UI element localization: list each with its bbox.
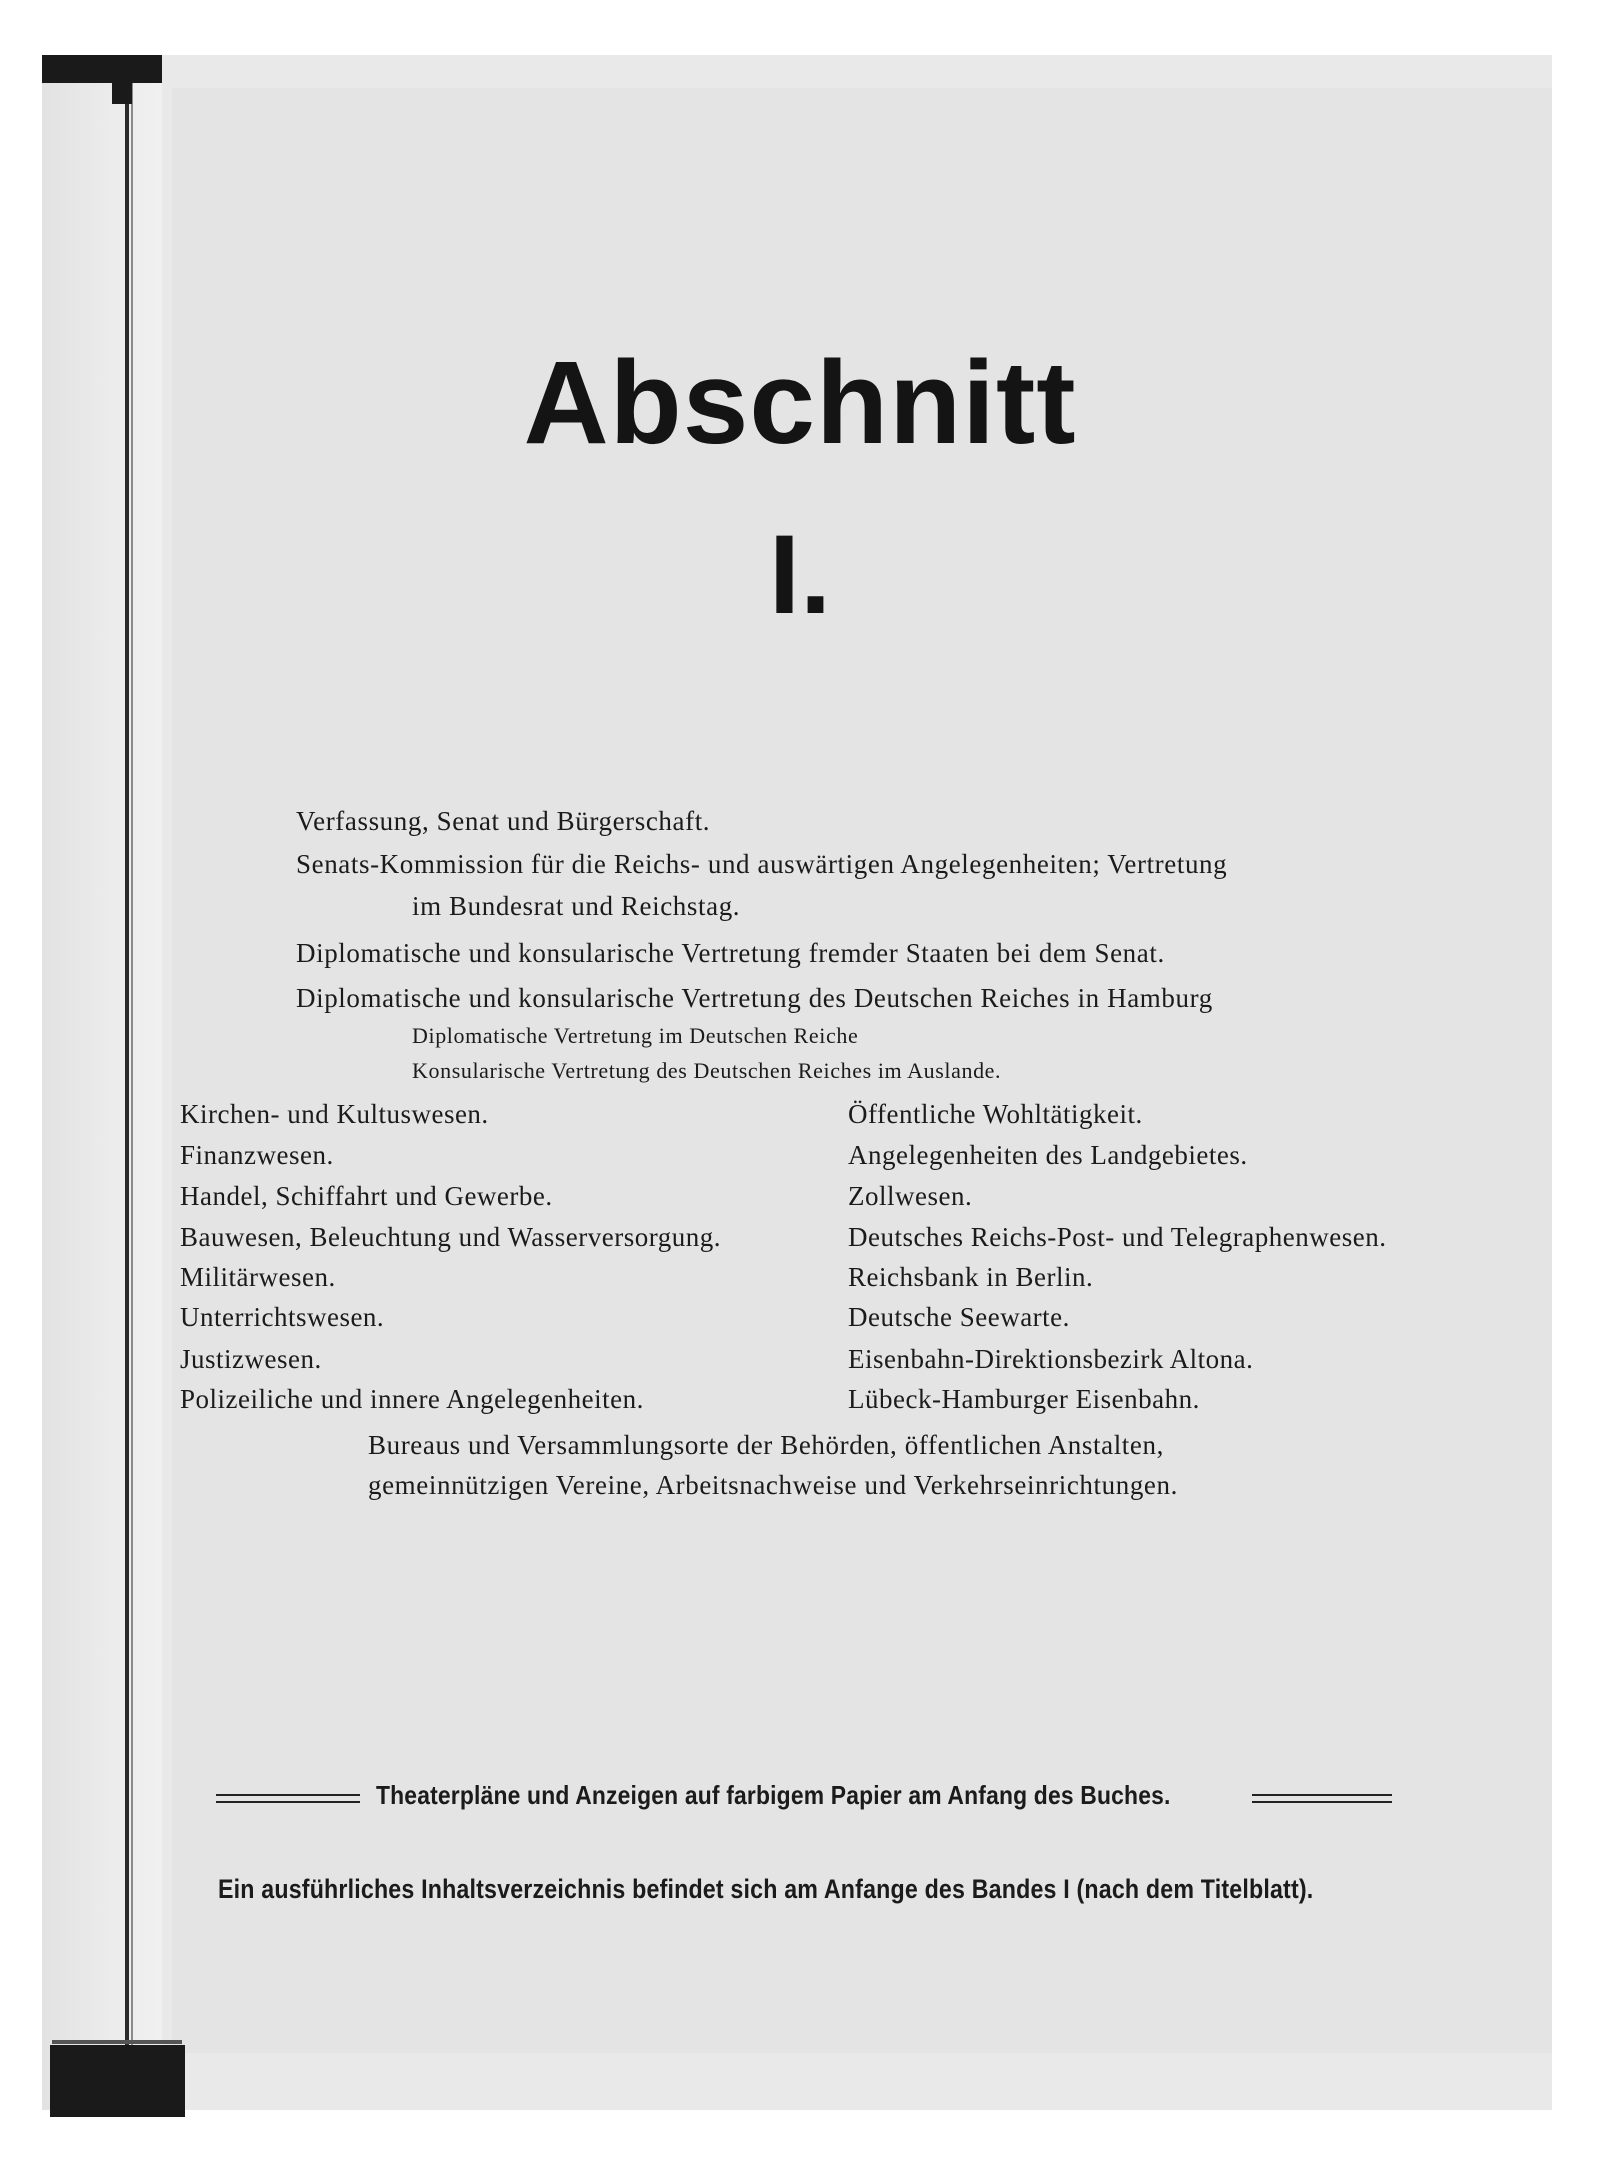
left-column-item: Polizeiliche und innere Angelegenheiten. [180,1384,644,1414]
contents-subline: Konsularische Vertretung des Deutschen Reiches im Auslande. [412,1058,1002,1083]
left-column-item: Finanzwesen. [180,1140,334,1170]
contents-line: Verfassung, Senat und Bürgerschaft. [296,806,711,836]
left-column-item: Handel, Schiffahrt und Gewerbe. [180,1181,553,1211]
bottom-binding-clip [50,2045,185,2117]
contents-line: im Bundesrat und Reichstag. [412,891,741,921]
contents-line: Diplomatische und konsularische Vertretung fremder Staaten bei dem Senat. [296,938,1165,968]
right-column-item: Eisenbahn-Direktionsbezirk Altona. [848,1344,1254,1374]
right-column-item: Angelegenheiten des Landgebietes. [848,1140,1248,1170]
notice-rule-right [1252,1794,1392,1803]
top-binding-clip [42,55,162,83]
section-title: Abschnitt [523,337,1077,469]
contents-line: Senats-Kommission für die Reichs- und auswärtigen Angelegenheiten; Vertretung [296,849,1228,879]
contents-line: Diplomatische und konsularische Vertretung des Deutschen Reiches in Hamburg [296,983,1213,1013]
right-column-item: Zollwesen. [848,1181,973,1211]
right-column-item: Lübeck-Hamburger Eisenbahn. [848,1384,1200,1414]
left-column-item: Unterrichtswesen. [180,1302,385,1332]
right-column-item: Öffentliche Wohltätigkeit. [848,1099,1143,1129]
left-column-item: Militärwesen. [180,1262,336,1292]
contents-closing-line: Bureaus und Versammlungsorte der Behörden, öffentlichen Anstalten, [368,1430,1164,1460]
left-column-item: Kirchen- und Kultuswesen. [180,1099,489,1129]
theater-notice: Theaterpläne und Anzeigen auf farbigem Papier am Anfang des Buches. [376,1780,1171,1810]
left-column-item: Justizwesen. [180,1344,322,1374]
top-binding-clip-tab [112,76,132,104]
left-column-item: Bauwesen, Beleuchtung und Wasserversorgung. [180,1222,721,1252]
contents-closing-line: gemeinnützigen Vereine, Arbeitsnachweise und Verkehrseinrichtungen. [368,1470,1178,1500]
right-column-item: Deutsche Seewarte. [848,1302,1070,1332]
contents-subline: Diplomatische Vertretung im Deutschen Reiche [412,1023,859,1048]
notice-rule-left [216,1794,360,1803]
right-column-item: Deutsches Reichs-Post- und Telegraphenwesen. [848,1222,1387,1252]
section-numeral: I. [768,512,832,637]
bottom-binding-line [52,2040,182,2044]
right-column-item: Reichsbank in Berlin. [848,1262,1094,1292]
index-notice: Ein ausführliches Inhaltsverzeichnis befindet sich am Anfange des Bandes I (nach dem Titelblatt). [218,1874,1314,1904]
